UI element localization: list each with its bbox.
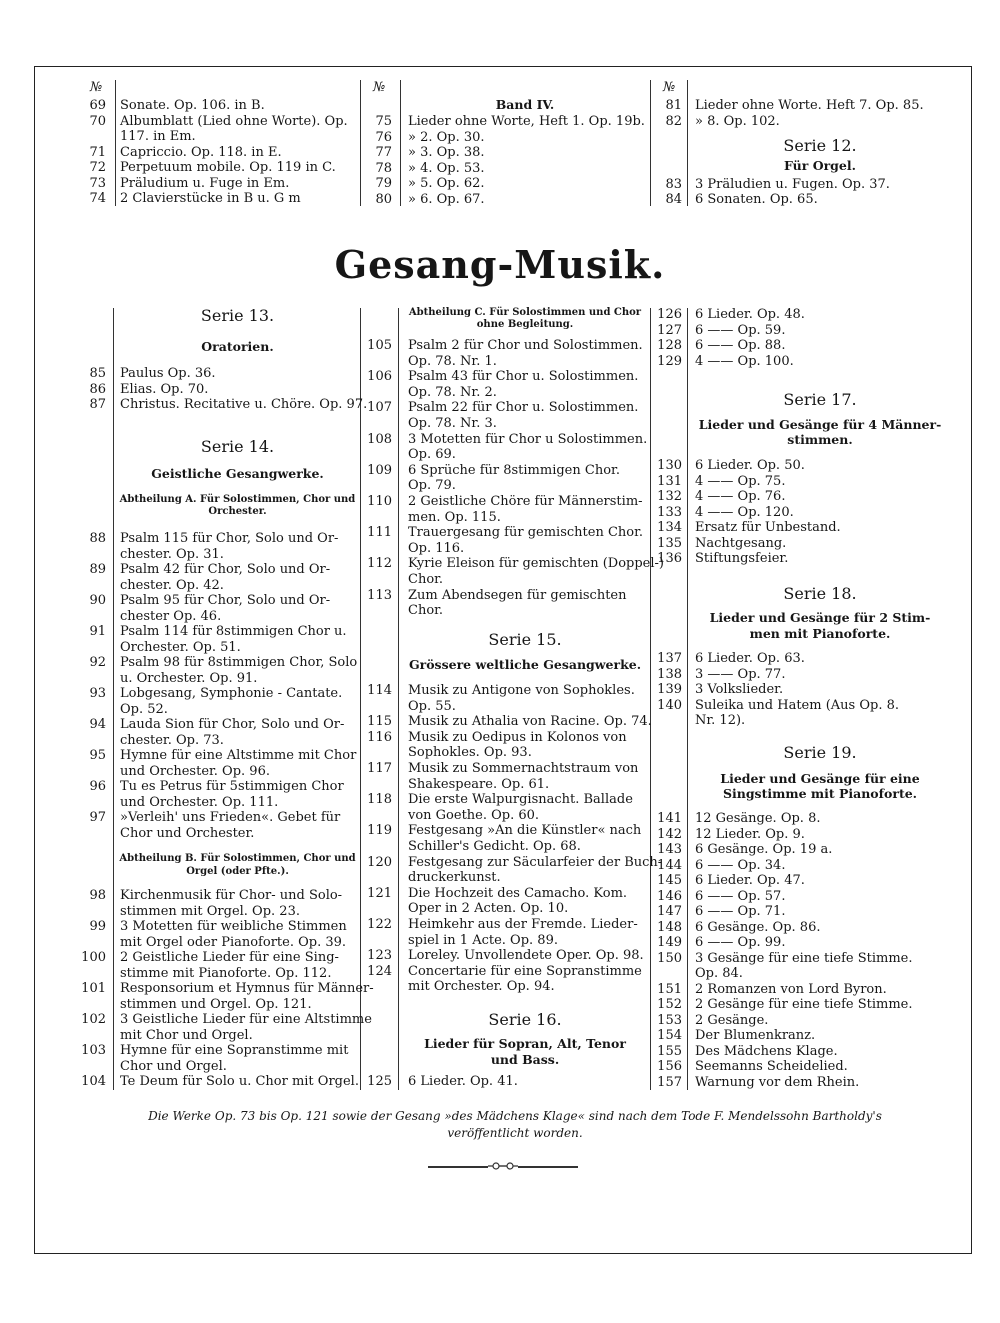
serie-heading: Serie 16. xyxy=(488,1010,562,1029)
entry-title: 6 —— Op. 57. xyxy=(695,888,786,904)
entry-title: Elias. Op. 70. xyxy=(120,381,209,397)
entry-title: 2 Gesänge. xyxy=(695,1012,769,1028)
entry-title: chester. Op. 31. xyxy=(120,546,224,562)
section-heading: men mit Pianoforte. xyxy=(749,626,891,641)
entry-title: 2 Geistliche Lieder für eine Sing- xyxy=(120,950,339,965)
entry-title: Musik zu Oedipus in Kolonos von xyxy=(408,729,627,745)
entry-number: 112 xyxy=(367,556,392,572)
entry-title: 6 Lieder. Op. 63. xyxy=(695,651,805,666)
entry-number: 76 xyxy=(375,129,392,145)
entry-title: Chor. xyxy=(408,603,444,619)
entry-title: 6 —— Op. 71. xyxy=(695,904,786,919)
entry-title: 3 Motetten für weibliche Stimmen xyxy=(120,919,347,934)
entry-number: 135 xyxy=(657,535,682,551)
entry-number: 124 xyxy=(367,963,392,979)
entry-number: 82 xyxy=(665,113,682,129)
footnote-line-2: veröffentlicht worden. xyxy=(447,1126,583,1140)
entry-number: 69 xyxy=(89,98,106,113)
entry-number: 147 xyxy=(657,904,682,919)
entry-number: 119 xyxy=(367,823,392,839)
entry-number: 144 xyxy=(657,857,682,873)
entry-number: 77 xyxy=(375,145,392,160)
entry-title: Op. 78. Nr. 2. xyxy=(408,384,497,400)
entry-number: 122 xyxy=(367,917,392,932)
main-title: Gesang-Musik. xyxy=(334,242,666,287)
entry-number: 138 xyxy=(657,666,682,682)
entry-title: Hymne für eine Altstimme mit Chor xyxy=(120,748,357,763)
entry-number: 140 xyxy=(657,697,682,713)
entry-title: mit Chor und Orgel. xyxy=(120,1027,253,1043)
entry-title: 3 Motetten für Chor u Solostimmen. xyxy=(408,431,648,447)
entry-title: Op. 78. Nr. 3. xyxy=(408,416,497,431)
entry-number: 137 xyxy=(657,651,682,666)
entry-number: 70 xyxy=(89,113,106,129)
entry-title: Musik zu Sommernachtstraum von xyxy=(408,761,639,776)
entry-number: 139 xyxy=(657,682,682,697)
entry-number: 154 xyxy=(657,1028,682,1043)
entry-number: 155 xyxy=(657,1043,682,1059)
column-rule xyxy=(113,308,114,1090)
section-heading: Singstimme mit Pianoforte. xyxy=(722,786,918,801)
entry-title: Stiftungsfeier. xyxy=(695,551,789,566)
entry-title: und Orchester. Op. 111. xyxy=(120,794,279,810)
subsection-heading: Abtheilung A. Für Solostimmen, Chor und xyxy=(119,494,356,505)
column-rule xyxy=(687,308,688,1090)
entry-title: Festgesang »An die Künstler« nach xyxy=(408,823,642,839)
entry-title: Der Blumenkranz. xyxy=(695,1028,816,1043)
ornament-icon xyxy=(488,1160,518,1172)
entry-title: Paulus Op. 36. xyxy=(120,366,216,381)
entry-number: 150 xyxy=(657,950,682,966)
entry-number: 121 xyxy=(367,885,392,901)
serie-heading: Serie 19. xyxy=(783,743,857,762)
entry-title: Seemanns Scheidelied. xyxy=(695,1059,848,1074)
number-header: № xyxy=(373,80,386,95)
entry-number: 93 xyxy=(89,686,106,701)
entry-title: Op. 55. xyxy=(408,698,456,714)
entry-title: Kirchenmusik für Chor- und Solo- xyxy=(120,888,343,903)
entry-number: 120 xyxy=(367,854,392,870)
column-rule xyxy=(115,80,116,206)
entry-title: Psalm 43 für Chor u. Solostimmen. xyxy=(408,369,639,385)
entry-title: stimme mit Pianoforte. Op. 112. xyxy=(120,965,332,981)
entry-number: 81 xyxy=(665,98,682,113)
entry-title: Psalm 22 für Chor u. Solostimmen. xyxy=(408,400,639,416)
entry-number: 89 xyxy=(89,562,106,577)
entry-title: 12 Gesänge. Op. 8. xyxy=(695,811,821,826)
entry-title: » 4. Op. 53. xyxy=(408,160,485,176)
entry-number: 149 xyxy=(657,935,682,950)
entry-title: spiel in 1 Acte. Op. 89. xyxy=(408,932,558,948)
entry-title: stimmen und Orgel. Op. 121. xyxy=(120,996,312,1012)
serie-heading: Serie 17. xyxy=(783,390,857,409)
entry-title: Sophokles. Op. 93. xyxy=(408,745,532,761)
entry-number: 73 xyxy=(89,175,106,191)
serie-heading: Serie 18. xyxy=(783,584,857,603)
entry-number: 80 xyxy=(375,191,392,207)
entry-title: 12 Lieder. Op. 9. xyxy=(695,826,805,842)
entry-number: 141 xyxy=(657,811,682,826)
entry-title: » 3. Op. 38. xyxy=(408,145,485,160)
entry-title: Op. 116. xyxy=(408,540,465,556)
subsection-heading: Abtheilung C. Für Solostimmen und Chor xyxy=(408,307,642,318)
entry-title: Hymne für eine Sopranstimme mit xyxy=(120,1043,349,1058)
section-heading: Grössere weltliche Gesangwerke. xyxy=(408,657,642,672)
entry-title: mit Orgel oder Pianoforte. Op. 39. xyxy=(120,934,347,950)
entry-title: Lauda Sion für Chor, Solo und Or- xyxy=(120,717,345,732)
subsection-heading: Orchester. xyxy=(208,506,267,517)
band-heading: Band IV. xyxy=(495,97,555,112)
subsection-heading: ohne Begleitung. xyxy=(476,319,574,330)
entry-title: Trauergesang für gemischten Chor. xyxy=(408,525,644,541)
entry-title: 6 —— Op. 99. xyxy=(695,935,786,950)
entry-title: 2 Clavierstücke in B u. G m xyxy=(120,191,301,206)
entry-title: Op. 79. xyxy=(408,478,456,494)
entry-title: 2 Geistliche Chöre für Männerstim- xyxy=(408,494,643,509)
number-header: № xyxy=(90,80,103,95)
entry-title: Op. 52. xyxy=(120,701,168,717)
entry-title: men. Op. 115. xyxy=(408,509,501,525)
entry-number: 110 xyxy=(367,494,392,509)
entry-number: 123 xyxy=(367,948,392,964)
entry-title: Op. 69. xyxy=(408,447,456,463)
entry-title: Concertarie für eine Sopranstimme xyxy=(408,963,642,979)
number-header: № xyxy=(663,80,676,95)
entry-number: 87 xyxy=(89,397,106,412)
entry-title: Chor und Orgel. xyxy=(120,1058,227,1074)
entry-title: 4 —— Op. 76. xyxy=(695,489,786,504)
entry-title: Responsorium et Hymnus für Männer- xyxy=(120,981,374,996)
entry-title: 3 Präludien u. Fugen. Op. 37. xyxy=(695,177,890,192)
entry-number: 88 xyxy=(89,531,106,546)
entry-title: Psalm 2 für Chor und Solostimmen. xyxy=(408,338,643,353)
entry-title: Musik zu Antigone von Sophokles. xyxy=(408,683,635,698)
entry-number: 94 xyxy=(89,717,106,732)
entry-number: 146 xyxy=(657,888,682,904)
entry-number: 105 xyxy=(367,338,392,353)
entry-number: 104 xyxy=(81,1074,106,1089)
section-heading: Für Orgel. xyxy=(784,158,856,173)
entry-number: 79 xyxy=(375,176,392,191)
entry-number: 74 xyxy=(89,191,106,206)
entry-title: 6 —— Op. 88. xyxy=(695,338,786,353)
entry-number: 111 xyxy=(367,525,392,541)
serie-heading: Serie 12. xyxy=(783,136,857,155)
section-heading: Lieder und Gesänge für 2 Stim- xyxy=(709,610,931,625)
entry-title: Lieder ohne Worte. Heft 7. Op. 85. xyxy=(695,98,924,113)
entry-title: und Orchester. Op. 96. xyxy=(120,763,270,779)
entry-title: 6 —— Op. 34. xyxy=(695,857,786,873)
entry-title: Die erste Walpurgisnacht. Ballade xyxy=(408,792,633,808)
entry-title: Loreley. Unvollendete Oper. Op. 98. xyxy=(408,948,644,964)
entry-number: 133 xyxy=(657,504,682,520)
entry-title: Des Mädchens Klage. xyxy=(695,1043,838,1059)
entry-title: Orchester. Op. 51. xyxy=(120,639,241,655)
entry-number: 132 xyxy=(657,489,682,504)
entry-number: 156 xyxy=(657,1059,682,1074)
subsection-heading: Orgel (oder Pfte.). xyxy=(186,866,289,877)
entry-title: Heimkehr aus der Fremde. Lieder- xyxy=(408,917,638,932)
section-heading: Lieder und Gesänge für eine xyxy=(720,771,920,786)
entry-title: 6 Gesänge. Op. 19 a. xyxy=(695,842,833,857)
serie-heading: Serie 15. xyxy=(488,630,562,649)
entry-title: 6 Gesänge. Op. 86. xyxy=(695,919,821,935)
entry-title: Psalm 95 für Chor, Solo und Or- xyxy=(120,593,331,608)
entry-title: Sonate. Op. 106. in B. xyxy=(120,98,265,113)
entry-number: 99 xyxy=(89,919,106,934)
entry-title: 4 —— Op. 75. xyxy=(695,473,786,489)
entry-title: 6 Lieder. Op. 48. xyxy=(695,307,805,322)
serie-heading: Serie 14. xyxy=(200,437,275,456)
entry-number: 126 xyxy=(657,307,682,322)
entry-number: 157 xyxy=(657,1074,682,1090)
entry-number: 115 xyxy=(367,714,392,730)
entry-title: Lobgesang, Symphonie - Cantate. xyxy=(120,686,343,701)
entry-title: » 8. Op. 102. xyxy=(695,113,780,129)
entry-title: druckerkunst. xyxy=(408,870,501,886)
entry-title: Lieder ohne Worte, Heft 1. Op. 19b. xyxy=(408,114,645,129)
entry-number: 90 xyxy=(89,593,106,608)
entry-number: 151 xyxy=(657,981,682,997)
entry-title: Perpetuum mobile. Op. 119 in C. xyxy=(120,160,336,175)
entry-number: 108 xyxy=(367,431,392,447)
section-heading: stimmen. xyxy=(787,432,853,447)
entry-title: 6 Sonaten. Op. 65. xyxy=(695,192,818,207)
entry-number: 102 xyxy=(81,1012,106,1027)
entry-title: 6 Lieder. Op. 41. xyxy=(408,1074,518,1089)
entry-title: » 2. Op. 30. xyxy=(408,129,485,145)
entry-number: 83 xyxy=(665,177,682,192)
entry-number: 98 xyxy=(89,888,106,903)
entry-number: 125 xyxy=(367,1074,392,1089)
subsection-heading: Abtheilung B. Für Solostimmen, Chor und xyxy=(119,853,356,864)
entry-number: 95 xyxy=(89,748,106,763)
entry-title: chester. Op. 42. xyxy=(120,577,224,593)
entry-title: 3 Gesänge für eine tiefe Stimme. xyxy=(695,950,913,966)
entry-number: 153 xyxy=(657,1012,682,1028)
entry-title: Shakespeare. Op. 61. xyxy=(408,776,550,792)
entry-number: 78 xyxy=(375,160,392,176)
entry-title: Präludium u. Fuge in Em. xyxy=(120,175,290,191)
entry-number: 106 xyxy=(367,369,392,385)
entry-number: 152 xyxy=(657,997,682,1012)
entry-title: 2 Gesänge für eine tiefe Stimme. xyxy=(695,997,913,1012)
section-heading: Lieder und Gesänge für 4 Männer- xyxy=(698,417,942,432)
entry-title: Te Deum für Solo u. Chor mit Orgel. xyxy=(120,1074,359,1089)
column-rule xyxy=(398,308,399,1090)
entry-number: 114 xyxy=(367,683,392,698)
entry-number: 85 xyxy=(89,366,106,381)
entry-title: Psalm 114 für 8stimmigen Chor u. xyxy=(120,624,347,639)
entry-title: » 5. Op. 62. xyxy=(408,176,485,191)
entry-title: Chor. xyxy=(408,572,444,587)
entry-number: 136 xyxy=(657,551,682,566)
entry-title: Warnung vor dem Rhein. xyxy=(695,1074,860,1090)
entry-title: mit Orchester. Op. 94. xyxy=(408,979,555,995)
entry-title: Psalm 115 für Chor, Solo und Or- xyxy=(120,531,339,546)
entry-number: 134 xyxy=(657,520,682,535)
entry-title: Nachtgesang. xyxy=(695,535,787,551)
entry-number: 100 xyxy=(81,950,106,965)
entry-number: 75 xyxy=(375,114,392,129)
entry-title: Suleika und Hatem (Aus Op. 8. xyxy=(695,697,899,713)
section-heading: und Bass. xyxy=(490,1052,560,1067)
entry-title: Chor und Orchester. xyxy=(120,825,255,841)
entry-title: Ersatz für Unbestand. xyxy=(695,520,841,535)
entry-title: 4 —— Op. 100. xyxy=(695,353,794,369)
entry-number: 129 xyxy=(657,353,682,369)
entry-title: Albumblatt (Lied ohne Worte). Op. xyxy=(120,113,348,129)
entry-title: 117. in Em. xyxy=(120,129,196,144)
entry-number: 91 xyxy=(89,624,106,639)
footnote-line-1: Die Werke Op. 73 bis Op. 121 sowie der Gesang »des Mädchens Klage« sind nach dem Tode F. Mendelssohn Bartholdy's xyxy=(148,1109,882,1123)
section-heading: Geistliche Gesangwerke. xyxy=(151,466,324,481)
entry-number: 113 xyxy=(367,587,392,603)
entry-title: stimmen mit Orgel. Op. 23. xyxy=(120,903,300,919)
entry-title: 6 Lieder. Op. 50. xyxy=(695,458,805,473)
entry-title: Schiller's Gedicht. Op. 68. xyxy=(408,839,581,854)
entry-number: 97 xyxy=(89,810,106,825)
entry-title: chester Op. 46. xyxy=(120,608,222,624)
entry-title: 4 —— Op. 120. xyxy=(695,504,794,520)
entry-title: 3 Geistliche Lieder für eine Altstimme xyxy=(120,1012,372,1027)
entry-title: Op. 84. xyxy=(695,966,743,981)
entry-title: Tu es Petrus für 5stimmigen Chor xyxy=(120,779,344,794)
entry-number: 118 xyxy=(367,792,392,808)
entry-title: 6 Sprüche für 8stimmigen Chor. xyxy=(408,462,620,478)
entry-title: Psalm 98 für 8stimmigen Chor, Solo xyxy=(120,655,358,670)
entry-title: Psalm 42 für Chor, Solo und Or- xyxy=(120,562,331,577)
entry-title: Oper in 2 Acten. Op. 10. xyxy=(408,901,569,917)
entry-number: 145 xyxy=(657,873,682,888)
entry-title: 6 —— Op. 59. xyxy=(695,322,786,338)
section-heading: Lieder für Sopran, Alt, Tenor xyxy=(424,1036,626,1051)
entry-number: 71 xyxy=(89,144,106,160)
entry-number: 127 xyxy=(657,322,682,338)
entry-number: 86 xyxy=(89,381,106,397)
entry-number: 148 xyxy=(657,919,682,935)
entry-number: 107 xyxy=(367,400,392,416)
serie-heading: Serie 13. xyxy=(200,306,275,325)
entry-number: 84 xyxy=(665,192,682,207)
entry-title: 2 Romanzen von Lord Byron. xyxy=(695,981,887,997)
entry-number: 128 xyxy=(657,338,682,353)
entry-title: chester. Op. 73. xyxy=(120,732,224,748)
entry-title: Capriccio. Op. 118. in E. xyxy=(120,144,282,160)
entry-title: Zum Abendsegen für gemischten xyxy=(408,587,627,603)
entry-number: 131 xyxy=(657,473,682,489)
entry-title: Kyrie Eleison für gemischten (Doppel-) xyxy=(408,556,664,572)
entry-title: Op. 78. Nr. 1. xyxy=(408,353,497,369)
entry-number: 96 xyxy=(89,779,106,794)
entry-number: 143 xyxy=(657,842,682,857)
entry-number: 117 xyxy=(367,761,392,776)
entry-title: »Verleih' uns Frieden«. Gebet für xyxy=(120,810,341,825)
entry-number: 103 xyxy=(81,1043,106,1058)
entry-number: 116 xyxy=(367,729,392,745)
entry-title: Christus. Recitative u. Chöre. Op. 97. xyxy=(120,397,368,412)
column-rule xyxy=(687,80,688,206)
entry-title: u. Orchester. Op. 91. xyxy=(120,670,258,686)
entry-number: 101 xyxy=(81,981,106,996)
entry-title: von Goethe. Op. 60. xyxy=(408,807,540,823)
entry-number: 92 xyxy=(89,655,106,670)
entry-title: 3 Volkslieder. xyxy=(695,682,784,697)
entry-title: 6 Lieder. Op. 47. xyxy=(695,873,805,888)
entry-number: 109 xyxy=(367,462,392,478)
entry-title: » 6. Op. 67. xyxy=(408,191,485,207)
entry-title: 3 —— Op. 77. xyxy=(695,666,786,682)
entry-number: 142 xyxy=(657,826,682,842)
entry-title: Nr. 12). xyxy=(695,713,746,728)
entry-number: 72 xyxy=(89,160,106,175)
entry-number: 130 xyxy=(657,458,682,473)
section-heading: Oratorien. xyxy=(201,339,274,354)
entry-title: Musik zu Athalia von Racine. Op. 74. xyxy=(408,714,652,730)
entry-title: Die Hochzeit des Camacho. Kom. xyxy=(408,885,628,901)
entry-title: Festgesang zur Säcularfeier der Buch- xyxy=(408,854,663,870)
